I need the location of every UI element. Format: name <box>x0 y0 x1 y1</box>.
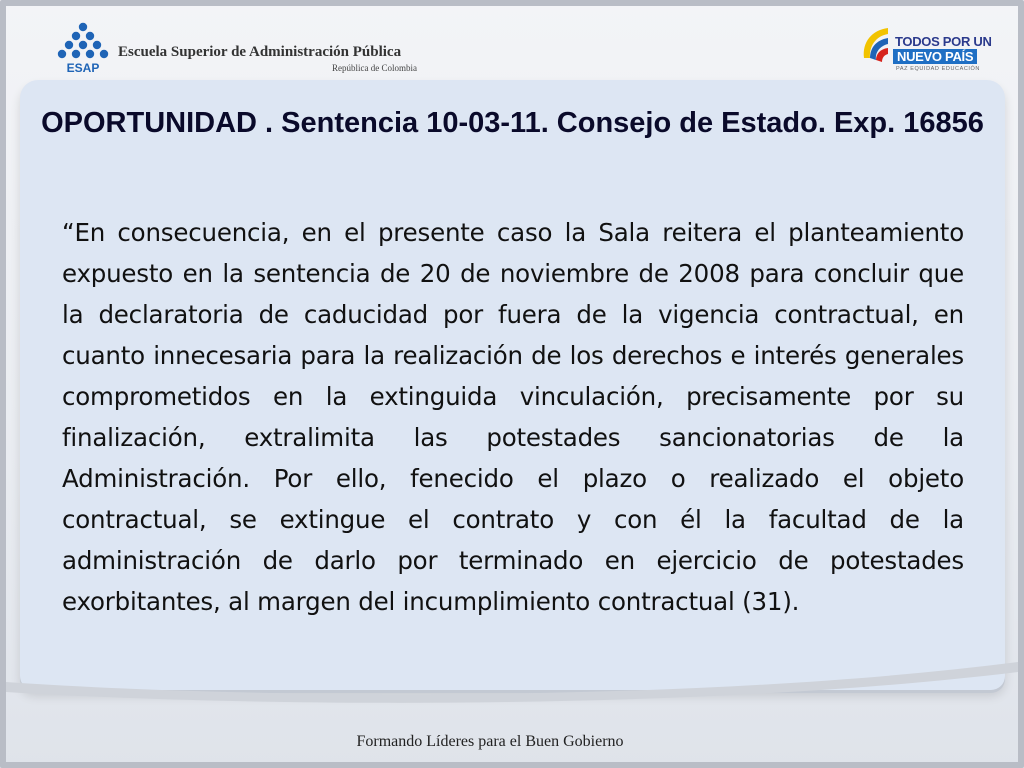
org-subtitle: República de Colombia <box>332 63 417 73</box>
slide-footer <box>0 733 978 751</box>
esap-logo-icon <box>52 22 114 74</box>
gov-slogan-line3: PAZ EQUIDAD EDUCACIÓN <box>896 66 981 72</box>
slide-header <box>0 0 1024 85</box>
quote-paragraph: “En consecuencia, en el presente caso la Sala reitera el planteamiento expuesto en la sentencia de 20 de noviembre de 2008 para concluir que la declaratoria de caducidad por fuera de la vigencia contractual, en cuanto innecesaria para la realización de los derechos e interés generales comprometidos en la extinguida vinculación, precisamente por su finalización, extralimita las potestades sancionatorias de la Administración. Por ello, fenecido el plazo o realizado el objeto contractual, se extingue el contrato y con él la facultad de la administración de darlo por terminado en ejercicio de potestades exorbitantes, al margen del incumplimiento contractual (31). <box>62 218 964 616</box>
org-title: Escuela Superior de Administración Pública <box>118 44 402 60</box>
esap-logo-text: ESAP <box>66 61 100 74</box>
gov-slogan-line1: TODOS POR UN <box>895 34 992 49</box>
footer-slogan: Formando Líderes para el Buen Gobierno <box>356 733 624 750</box>
colombia-flag-icon <box>858 24 894 72</box>
slide-title: OPORTUNIDAD . Sentencia 10-03-11. Consejo de Estado. Exp. 16856 <box>41 107 984 139</box>
panel-bottom-curve <box>6 660 1018 710</box>
gov-slogan-line2: NUEVO PAÍS <box>893 49 977 64</box>
